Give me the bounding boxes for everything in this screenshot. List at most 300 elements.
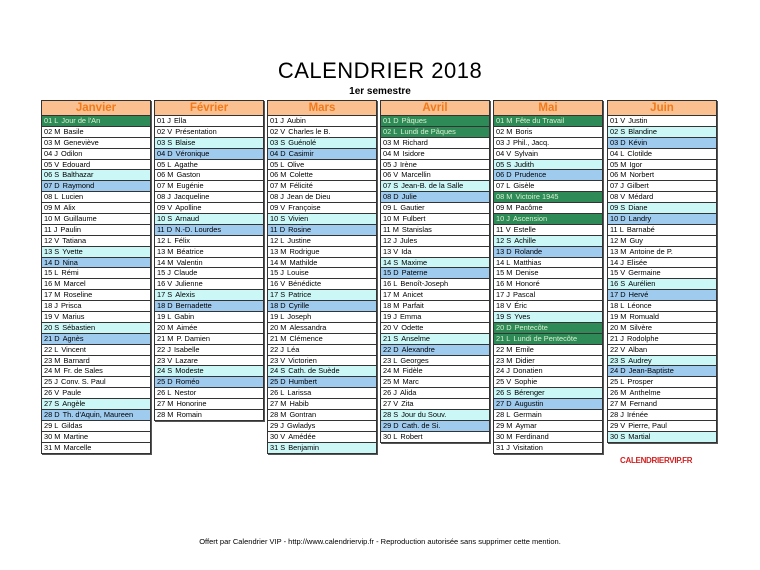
saint-name: Félix bbox=[174, 235, 190, 245]
day-row bbox=[494, 377, 602, 388]
day-row bbox=[381, 345, 489, 356]
saint-name: Jean-B. de la Salle bbox=[401, 181, 464, 191]
day-number: 20 D bbox=[496, 322, 512, 332]
day-row bbox=[608, 399, 716, 410]
saint-name: Gabin bbox=[174, 312, 195, 322]
day-number: 20 V bbox=[383, 322, 399, 332]
day-number: 03 D bbox=[610, 137, 626, 147]
saint-name: Richard bbox=[402, 137, 428, 147]
day-row bbox=[155, 258, 263, 269]
day-number: 02 M bbox=[496, 126, 513, 136]
day-number: 14 M bbox=[270, 257, 287, 267]
day-number: 18 D bbox=[270, 301, 286, 311]
day-number: 28 S bbox=[383, 410, 399, 420]
day-number: 01 D bbox=[383, 116, 399, 125]
day-row bbox=[494, 203, 602, 214]
day-number: 05 J bbox=[383, 159, 397, 169]
day-row bbox=[42, 410, 150, 421]
saint-name: Conv. S. Paul bbox=[60, 377, 106, 387]
day-number: 12 J bbox=[383, 235, 397, 245]
day-number: 15 L bbox=[44, 268, 59, 278]
day-row bbox=[608, 334, 716, 345]
day-row bbox=[494, 301, 602, 312]
day-number: 25 J bbox=[44, 377, 58, 387]
day-row bbox=[608, 301, 716, 312]
saint-name: Donatien bbox=[512, 366, 543, 376]
day-number: 26 S bbox=[496, 388, 512, 398]
saint-name: Marius bbox=[62, 312, 85, 322]
saint-name: Basile bbox=[63, 126, 84, 136]
saint-name: Benjamin bbox=[288, 442, 320, 452]
day-number: 19 L bbox=[270, 312, 285, 322]
day-row bbox=[42, 377, 150, 388]
day-row bbox=[381, 203, 489, 214]
day-row bbox=[268, 356, 376, 367]
page-subtitle: 1er semestre bbox=[349, 86, 411, 97]
saint-name: Patrice bbox=[288, 290, 312, 300]
day-row bbox=[381, 421, 489, 432]
day-number: 13 S bbox=[44, 246, 60, 256]
saint-name: Odilon bbox=[60, 148, 83, 158]
saint-name: Charles le B. bbox=[288, 126, 331, 136]
day-row bbox=[268, 388, 376, 399]
day-row bbox=[494, 225, 602, 236]
day-number: 13 V bbox=[383, 246, 399, 256]
day-row bbox=[42, 388, 150, 399]
day-number: 03 S bbox=[270, 137, 286, 147]
day-number: 25 D bbox=[270, 377, 286, 387]
saint-name: Clémence bbox=[289, 333, 323, 343]
day-row bbox=[608, 410, 716, 421]
day-number: 23 M bbox=[496, 355, 513, 365]
day-number: 17 J bbox=[496, 290, 510, 300]
day-row bbox=[494, 410, 602, 421]
day-row bbox=[608, 116, 716, 127]
day-row bbox=[268, 410, 376, 421]
day-number: 21 M bbox=[270, 333, 287, 343]
saint-name: Judith bbox=[514, 159, 534, 169]
day-number: 08 L bbox=[44, 192, 59, 202]
day-number: 10 M bbox=[383, 214, 400, 224]
day-row bbox=[494, 127, 602, 138]
day-row bbox=[268, 160, 376, 171]
day-row bbox=[608, 323, 716, 334]
day-row bbox=[42, 170, 150, 181]
day-number: 10 S bbox=[157, 214, 173, 224]
day-row bbox=[42, 214, 150, 225]
saint-name: Parfait bbox=[402, 301, 424, 311]
saint-name: Fidèle bbox=[402, 366, 423, 376]
day-number: 07 S bbox=[383, 181, 399, 191]
day-row bbox=[494, 258, 602, 269]
day-number: 09 M bbox=[44, 203, 61, 213]
saint-name: Rémi bbox=[61, 268, 79, 278]
day-row bbox=[381, 268, 489, 279]
day-number: 09 V bbox=[270, 203, 286, 213]
day-number: 07 M bbox=[157, 181, 174, 191]
saint-name: Emile bbox=[515, 344, 534, 354]
saint-name: Tatiana bbox=[62, 235, 87, 245]
day-number: 20 S bbox=[44, 322, 60, 332]
day-number: 09 S bbox=[610, 203, 626, 213]
saint-name: Lazare bbox=[175, 355, 198, 365]
day-number: 12 V bbox=[44, 235, 60, 245]
day-number: 09 V bbox=[157, 203, 173, 213]
day-number: 25 D bbox=[157, 377, 173, 387]
day-row bbox=[494, 160, 602, 171]
day-row bbox=[268, 279, 376, 290]
day-row bbox=[42, 356, 150, 367]
day-row bbox=[155, 290, 263, 301]
day-row bbox=[155, 366, 263, 377]
day-number: 12 S bbox=[496, 235, 512, 245]
day-row bbox=[268, 443, 376, 453]
saint-name: Jour du Souv. bbox=[401, 410, 447, 420]
saint-name: Blandine bbox=[628, 126, 657, 136]
day-number: 06 M bbox=[270, 170, 287, 180]
saint-name: Jour de l'An bbox=[61, 116, 101, 125]
day-number: 11 L bbox=[610, 224, 624, 234]
day-row bbox=[155, 323, 263, 334]
day-row bbox=[608, 345, 716, 356]
saint-name: Martial bbox=[628, 431, 651, 441]
day-number: 21 M bbox=[157, 333, 174, 343]
day-row bbox=[155, 279, 263, 290]
day-number: 07 D bbox=[44, 181, 60, 191]
day-row bbox=[381, 279, 489, 290]
day-row bbox=[268, 127, 376, 138]
saint-name: Arnaud bbox=[175, 214, 200, 224]
day-row bbox=[268, 290, 376, 301]
day-row bbox=[608, 192, 716, 203]
saint-name: Guénolé bbox=[288, 137, 317, 147]
saint-name: Kévin bbox=[628, 137, 648, 147]
day-row bbox=[494, 345, 602, 356]
saint-name: Norbert bbox=[629, 170, 655, 180]
day-row bbox=[268, 366, 376, 377]
saint-name: Humbert bbox=[288, 377, 317, 387]
saint-name: Robert bbox=[400, 431, 423, 441]
saint-name: Alexis bbox=[175, 290, 195, 300]
saint-name: Augustin bbox=[514, 399, 544, 409]
saint-name: Bénédicte bbox=[288, 279, 322, 289]
day-row bbox=[381, 323, 489, 334]
saint-name: Aurélien bbox=[628, 279, 656, 289]
saint-name: Germaine bbox=[628, 268, 661, 278]
day-row bbox=[381, 356, 489, 367]
saint-name: Hervé bbox=[628, 290, 649, 300]
day-number: 31 S bbox=[270, 442, 286, 452]
day-row bbox=[608, 225, 716, 236]
day-row bbox=[381, 181, 489, 192]
day-number: 15 D bbox=[383, 268, 399, 278]
day-row bbox=[155, 170, 263, 181]
saint-name: Benoît-Joseph bbox=[400, 279, 449, 289]
saint-name: Audrey bbox=[628, 355, 652, 365]
day-number: 17 S bbox=[157, 290, 173, 300]
day-row bbox=[155, 247, 263, 258]
saint-name: Alix bbox=[63, 203, 76, 213]
month-3 bbox=[380, 100, 490, 443]
day-number: 24 M bbox=[383, 366, 400, 376]
day-number: 01 J bbox=[270, 116, 284, 125]
day-row bbox=[155, 192, 263, 203]
day-row bbox=[608, 366, 716, 377]
day-number: 08 J bbox=[270, 192, 284, 202]
day-row bbox=[155, 388, 263, 399]
saint-name: Elisée bbox=[626, 257, 648, 267]
day-number: 20 M bbox=[270, 322, 287, 332]
day-row bbox=[494, 138, 602, 149]
day-number: 06 V bbox=[383, 170, 399, 180]
day-number: 27 S bbox=[44, 399, 60, 409]
day-row bbox=[381, 192, 489, 203]
day-row bbox=[268, 247, 376, 258]
saint-name: Maxime bbox=[401, 257, 428, 267]
day-number: 02 V bbox=[157, 126, 173, 136]
day-row bbox=[268, 181, 376, 192]
day-number: 24 S bbox=[157, 366, 173, 376]
day-row bbox=[155, 149, 263, 160]
month-header: Février bbox=[155, 101, 263, 116]
day-number: 24 J bbox=[496, 366, 510, 376]
saint-name: Louise bbox=[286, 268, 309, 278]
month-header: Juin bbox=[608, 101, 716, 116]
day-number: 04 M bbox=[383, 148, 400, 158]
saint-name: Pâques bbox=[401, 116, 427, 125]
day-row bbox=[42, 421, 150, 432]
day-row bbox=[268, 268, 376, 279]
saint-name: Anthelme bbox=[629, 388, 661, 398]
saint-name: Romuald bbox=[629, 312, 660, 322]
day-number: 30 M bbox=[496, 431, 513, 441]
saint-name: Lundi de Pâques bbox=[400, 126, 456, 136]
day-row bbox=[608, 160, 716, 171]
day-row bbox=[155, 236, 263, 247]
day-number: 14 D bbox=[44, 257, 60, 267]
saint-name: Fernand bbox=[629, 399, 657, 409]
day-row bbox=[42, 225, 150, 236]
day-number: 27 M bbox=[270, 399, 287, 409]
day-row bbox=[155, 410, 263, 420]
day-row bbox=[42, 301, 150, 312]
day-row bbox=[608, 268, 716, 279]
day-row bbox=[381, 410, 489, 421]
saint-name: Barnard bbox=[63, 355, 90, 365]
day-number: 20 M bbox=[610, 322, 627, 332]
saint-name: Germain bbox=[513, 410, 542, 420]
day-row bbox=[494, 181, 602, 192]
day-number: 25 V bbox=[496, 377, 512, 387]
day-row bbox=[494, 279, 602, 290]
day-number: 21 D bbox=[44, 333, 60, 343]
day-number: 02 L bbox=[383, 126, 398, 136]
day-row bbox=[268, 138, 376, 149]
saint-name: Jules bbox=[399, 235, 418, 245]
day-row bbox=[608, 149, 716, 160]
day-number: 16 L bbox=[383, 279, 398, 289]
day-number: 01 L bbox=[44, 116, 59, 125]
saint-name: Blaise bbox=[175, 137, 196, 147]
day-number: 01 V bbox=[610, 116, 626, 125]
month-header: Mai bbox=[494, 101, 602, 116]
day-number: 13 D bbox=[496, 246, 512, 256]
saint-name: Ascension bbox=[512, 214, 548, 224]
day-number: 14 J bbox=[610, 257, 624, 267]
day-row bbox=[268, 225, 376, 236]
day-number: 19 S bbox=[496, 312, 512, 322]
day-number: 30 S bbox=[610, 431, 626, 441]
saint-name: Vincent bbox=[61, 344, 86, 354]
saint-name: Isabelle bbox=[173, 344, 200, 354]
saint-name: Matthias bbox=[513, 257, 542, 267]
day-row bbox=[42, 323, 150, 334]
day-number: 18 V bbox=[496, 301, 512, 311]
day-number: 11 M bbox=[383, 224, 399, 234]
day-number: 27 D bbox=[496, 399, 512, 409]
saint-name: Alban bbox=[628, 344, 648, 354]
saint-name: Emma bbox=[399, 312, 422, 322]
day-number: 06 M bbox=[610, 170, 627, 180]
day-number: 12 M bbox=[610, 235, 627, 245]
day-number: 17 M bbox=[44, 290, 61, 300]
day-row bbox=[42, 138, 150, 149]
saint-name: Aymar bbox=[515, 420, 537, 430]
day-number: 16 M bbox=[496, 279, 513, 289]
day-row bbox=[494, 399, 602, 410]
saint-name: Sophie bbox=[514, 377, 538, 387]
day-row bbox=[494, 290, 602, 301]
day-number: 28 M bbox=[157, 410, 174, 420]
day-number: 04 L bbox=[610, 148, 625, 158]
day-number: 05 M bbox=[610, 159, 627, 169]
saint-name: Agathe bbox=[174, 159, 198, 169]
saint-name: Marcel bbox=[63, 279, 86, 289]
saint-name: Julienne bbox=[175, 279, 203, 289]
day-row bbox=[155, 138, 263, 149]
saint-name: Balthazar bbox=[62, 170, 94, 180]
day-number: 29 L bbox=[44, 420, 59, 430]
month-5 bbox=[607, 100, 717, 443]
day-row bbox=[381, 399, 489, 410]
saint-name: Georges bbox=[400, 355, 429, 365]
saint-name: Pentecôte bbox=[514, 322, 548, 332]
saint-name: Guy bbox=[629, 235, 643, 245]
day-row bbox=[155, 181, 263, 192]
day-row bbox=[381, 334, 489, 345]
saint-name: Barnabé bbox=[626, 224, 655, 234]
day-row bbox=[494, 268, 602, 279]
saint-name: Cath. de Si. bbox=[401, 420, 441, 430]
day-row bbox=[494, 312, 602, 323]
day-number: 23 V bbox=[270, 355, 286, 365]
saint-name: Bérenger bbox=[514, 388, 545, 398]
saint-name: Martine bbox=[63, 431, 89, 441]
saint-name: Stanislas bbox=[401, 224, 432, 234]
saint-name: Th. d'Aquin, Maureen bbox=[62, 410, 134, 420]
saint-name: Rosine bbox=[288, 224, 312, 234]
saint-name: Eugénie bbox=[176, 181, 204, 191]
footer-note: Offert par Calendrier VIP - http://www.calendriervip.fr - Reproduction autorisée sans supprimer cette mention. bbox=[199, 537, 561, 546]
day-number: 04 D bbox=[270, 148, 286, 158]
saint-name: Lucien bbox=[61, 192, 84, 202]
day-row bbox=[155, 399, 263, 410]
saint-name: Habib bbox=[289, 399, 309, 409]
saint-name: Gilbert bbox=[626, 181, 649, 191]
saint-name: N.-D. Lourdes bbox=[175, 224, 222, 234]
day-number: 08 J bbox=[157, 192, 171, 202]
day-number: 23 S bbox=[610, 355, 626, 365]
day-row bbox=[268, 399, 376, 410]
day-row bbox=[381, 432, 489, 442]
day-row bbox=[155, 334, 263, 345]
day-row bbox=[494, 236, 602, 247]
day-number: 11 J bbox=[44, 224, 58, 234]
day-number: 01 M bbox=[496, 116, 513, 125]
saint-name: Angèle bbox=[62, 399, 86, 409]
day-number: 17 D bbox=[610, 290, 626, 300]
day-number: 02 V bbox=[270, 126, 286, 136]
saint-name: Léonce bbox=[627, 301, 652, 311]
saint-name: Sébastien bbox=[62, 322, 96, 332]
saint-name: Paterne bbox=[401, 268, 428, 278]
saint-name: Rodolphe bbox=[626, 333, 659, 343]
saint-name: Fr. de Sales bbox=[63, 366, 103, 376]
day-row bbox=[42, 366, 150, 377]
saint-name: Claude bbox=[173, 268, 198, 278]
day-number: 03 M bbox=[44, 137, 61, 147]
day-row bbox=[494, 334, 602, 345]
day-row bbox=[381, 127, 489, 138]
saint-name: Alexandre bbox=[401, 344, 435, 354]
day-row bbox=[494, 356, 602, 367]
saint-name: Isidore bbox=[402, 148, 425, 158]
day-number: 15 V bbox=[610, 268, 626, 278]
saint-name: Apolline bbox=[175, 203, 202, 213]
day-row bbox=[608, 181, 716, 192]
day-row bbox=[494, 116, 602, 127]
month-header: Mars bbox=[268, 101, 376, 116]
day-number: 02 M bbox=[44, 126, 61, 136]
saint-name: Sylvain bbox=[514, 148, 539, 158]
saint-name: Présentation bbox=[175, 126, 217, 136]
saint-name: Phil., Jacq. bbox=[512, 137, 550, 147]
saint-name: Victoire 1945 bbox=[515, 192, 559, 202]
day-row bbox=[155, 214, 263, 225]
day-number: 15 M bbox=[496, 268, 513, 278]
day-number: 08 M bbox=[496, 192, 513, 202]
saint-name: Igor bbox=[629, 159, 643, 169]
day-number: 22 D bbox=[383, 344, 399, 354]
day-row bbox=[608, 279, 716, 290]
day-number: 15 J bbox=[157, 268, 171, 278]
saint-name: Odette bbox=[401, 322, 424, 332]
saint-name: Paulin bbox=[60, 224, 81, 234]
saint-name: Yves bbox=[514, 312, 531, 322]
day-number: 19 J bbox=[383, 312, 397, 322]
day-number: 26 L bbox=[270, 388, 285, 398]
saint-name: Nina bbox=[62, 257, 78, 267]
day-number: 13 M bbox=[270, 246, 287, 256]
saint-name: Visitation bbox=[512, 442, 543, 452]
day-row bbox=[608, 356, 716, 367]
day-number: 07 J bbox=[610, 181, 624, 191]
day-number: 05 S bbox=[496, 159, 512, 169]
saint-name: Prosper bbox=[627, 377, 654, 387]
saint-name: Gontran bbox=[289, 410, 317, 420]
day-number: 22 J bbox=[157, 344, 171, 354]
day-row bbox=[381, 236, 489, 247]
